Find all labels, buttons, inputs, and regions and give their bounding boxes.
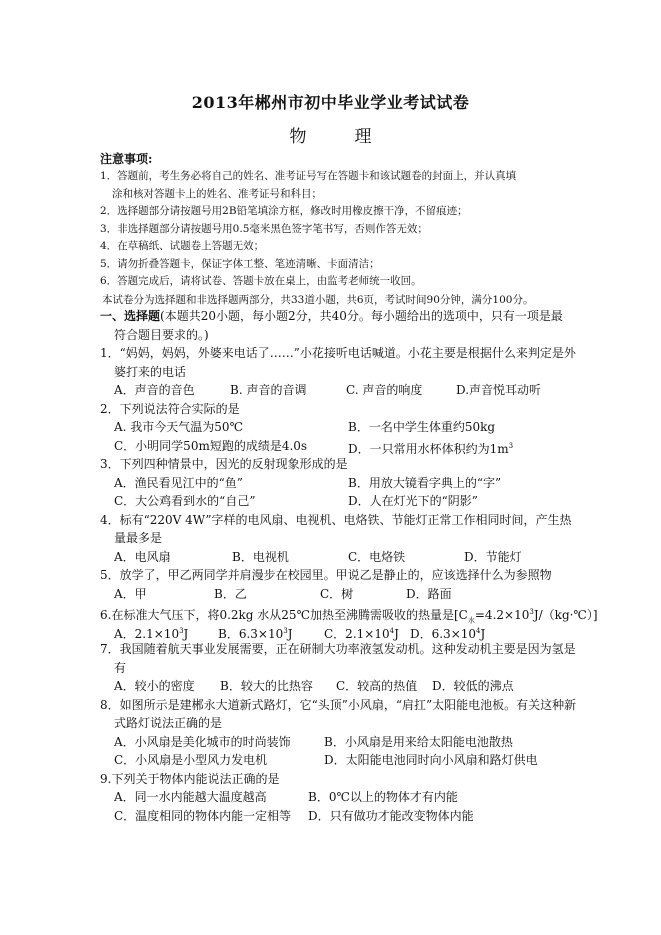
option-a: A．较小的密度 (114, 679, 195, 693)
option-d-text: D．一只常用水杯体积约为1m (348, 441, 509, 456)
superscript: 3 (508, 441, 514, 450)
question-options (100, 437, 568, 456)
question-options (100, 622, 568, 641)
option-a: A．小风扇是美化城市的时尚装饰 (114, 734, 291, 749)
note-line: 5．请勿折叠答题卡，保证字体工整、笔迹清晰、卡面清洁； (100, 257, 380, 270)
question-stem-cont: 式路灯说法正确的是 (114, 716, 223, 730)
option-d (348, 437, 513, 456)
option-c: C．树 (320, 586, 354, 601)
option-b: B．用放大镜看字典上的“字” (348, 475, 502, 490)
stem-text: 6.在标准大气压下，将0.2kg 水从25℃加热至沸腾需吸收的热量是[C (100, 608, 468, 622)
option-c: C．较高的热值 (336, 679, 418, 693)
option-d: D.声音悦耳动听 (456, 383, 542, 397)
option-text: J (394, 626, 399, 641)
section-label: 一、选择题 (100, 309, 161, 323)
subject-title: 物理 (289, 127, 420, 147)
option-text: C．2.1×10 (324, 626, 390, 641)
option-a (114, 622, 218, 641)
question-options (100, 807, 568, 826)
option-text: J (183, 626, 189, 641)
option-d: D．节能灯 (464, 549, 522, 564)
question-options (100, 585, 568, 604)
option-c: C．温度相同的物体内能一定相等 (114, 808, 292, 823)
superscript: 3 (283, 626, 288, 635)
option-text: B．6.3×10 (218, 626, 284, 641)
superscript: 3 (529, 608, 534, 616)
note-line: 2．选择题部分请按题号用2B铅笔填涂方框，修改时用橡皮擦干净，不留痕迹； (100, 205, 468, 217)
note-line: 涂和核对答题卡上的姓名、准考证号和科目； (112, 187, 322, 200)
question-stem: 7．我国随着航天事业发展需要，正在研制大功率液氢发动机。这种发动机主要是因为氢是 (100, 642, 576, 656)
question-stem-cont: 婆打来的电话 (114, 364, 187, 379)
question-options (100, 474, 568, 493)
option-c: C. 声音的响度 (346, 383, 423, 397)
question-options (100, 381, 568, 400)
superscript: 4 (476, 626, 481, 635)
stem-text: J/（kg·℃）] (533, 608, 598, 622)
option-d: D．人在灯光下的“阴影” (348, 494, 478, 508)
option-b: B．乙 (214, 586, 247, 601)
superscript: 4 (389, 626, 395, 635)
option-b: B．一名中学生体重约50kg (348, 420, 496, 434)
section-desc: (本题共20小题，每小题2分，共40分。每小题给出的选项中，只有一项是最 (160, 309, 563, 323)
question-options (100, 492, 568, 511)
question-options (100, 677, 568, 696)
subscript: 水 (467, 616, 475, 625)
question-stem: 3．下列四种情景中，因光的反射现象形成的是 (100, 457, 348, 471)
question-options (100, 418, 568, 437)
question-options (100, 751, 568, 770)
option-d: D．较低的沸点 (432, 679, 514, 693)
question-stem: 1．“妈妈，妈妈，外婆来电话了……”小花接听电话喊道。小花主要是根据什么来判定是外 (100, 346, 576, 360)
question-stem: 8．如图所示是建郴永大道新式路灯，它“头顶”小风扇，“肩扛”太阳能电池板。有关这种新 (100, 697, 577, 712)
superscript: 3 (179, 626, 184, 635)
option-b: B．小风扇是用来给太阳能电池散热 (324, 734, 513, 749)
question-stem-cont: 量最多是 (114, 531, 163, 545)
option-text: J (480, 626, 486, 641)
option-b (218, 622, 324, 641)
option-a: A．甲 (114, 586, 147, 601)
option-b: B．电视机 (232, 549, 289, 564)
notes-list (100, 168, 570, 291)
question-options (100, 788, 568, 807)
option-c: C．电烙铁 (348, 549, 406, 564)
option-a: A．声音的音色 (114, 383, 195, 397)
option-d (410, 622, 485, 641)
question-stem: 2．下列说法符合实际的是 (100, 401, 240, 416)
option-text: J (287, 626, 293, 641)
option-a: A．电风扇 (114, 549, 171, 564)
option-b: B. 声音的音调 (230, 383, 307, 397)
option-a: A．渔民看见江中的“鱼” (114, 475, 243, 490)
note-line: 6．答题完成后，请将试卷、答题卡放在桌上，由监考老师统一收回。 (100, 275, 422, 287)
section-header (100, 307, 568, 326)
option-d: D．只有做功才能改变物体内能 (308, 808, 474, 823)
question-section (100, 307, 598, 825)
question-stem: 5．放学了，甲乙两同学并肩漫步在校园里。甲说乙是静止的，应该选择什么为参照物 (100, 568, 552, 582)
option-a: A．同一水内能越大温度越高 (114, 790, 267, 804)
exam-title: 2013年郴州市初中毕业学业考试试卷 (191, 93, 470, 112)
option-b: B．0℃以上的物体才有内能 (308, 790, 458, 804)
note-line: 1．答题前，考生务必将自己的姓名、准考证号写在答题卡和该试题卷的封面上，并认真填 (100, 170, 517, 182)
question-stem: 4．标有“220V 4W”字样的电风扇、电视机、电烙铁、节能灯正常工作相同时间，产生热 (100, 512, 572, 527)
option-c: C．小风扇是小型风力发电机 (114, 753, 268, 767)
note-line: 3．非选择题部分请按题号用0.5毫米黑色签字笔书写，否则作答无效； (100, 222, 428, 235)
question-options (100, 733, 568, 752)
exam-summary: 本试卷分为选择题和非选择题两部分，共33道小题，共6页，考试时间90分钟，满分100分。 (102, 294, 534, 306)
option-text: A．2.1×10 (114, 626, 180, 641)
stem-text: =4.2×10 (474, 608, 530, 622)
option-c: C．大公鸡看到水的“自己” (114, 494, 256, 508)
option-a: A. 我市今天气温为50℃ (114, 420, 243, 434)
note-line: 4．在草稿纸、试题卷上答题无效； (100, 240, 265, 252)
option-d: D．太阳能电池同时向小风扇和路灯供电 (324, 753, 538, 767)
option-d: D．路面 (406, 586, 452, 601)
notes-heading: 注意事项: (100, 152, 153, 166)
question-stem-cont: 有 (114, 660, 127, 675)
question-options (100, 548, 568, 567)
option-b: B．较大的比热容 (220, 679, 313, 693)
option-c: C．小明同学50m短跑的成绩是4.0s (114, 438, 308, 453)
option-text: D．6.3×10 (410, 626, 477, 641)
question-stem: 9.下列关于物体内能说法正确的是 (100, 771, 280, 786)
option-c (324, 622, 410, 641)
question-stem (100, 603, 598, 625)
section-desc-cont: 符合题目要求的。) (114, 327, 209, 342)
